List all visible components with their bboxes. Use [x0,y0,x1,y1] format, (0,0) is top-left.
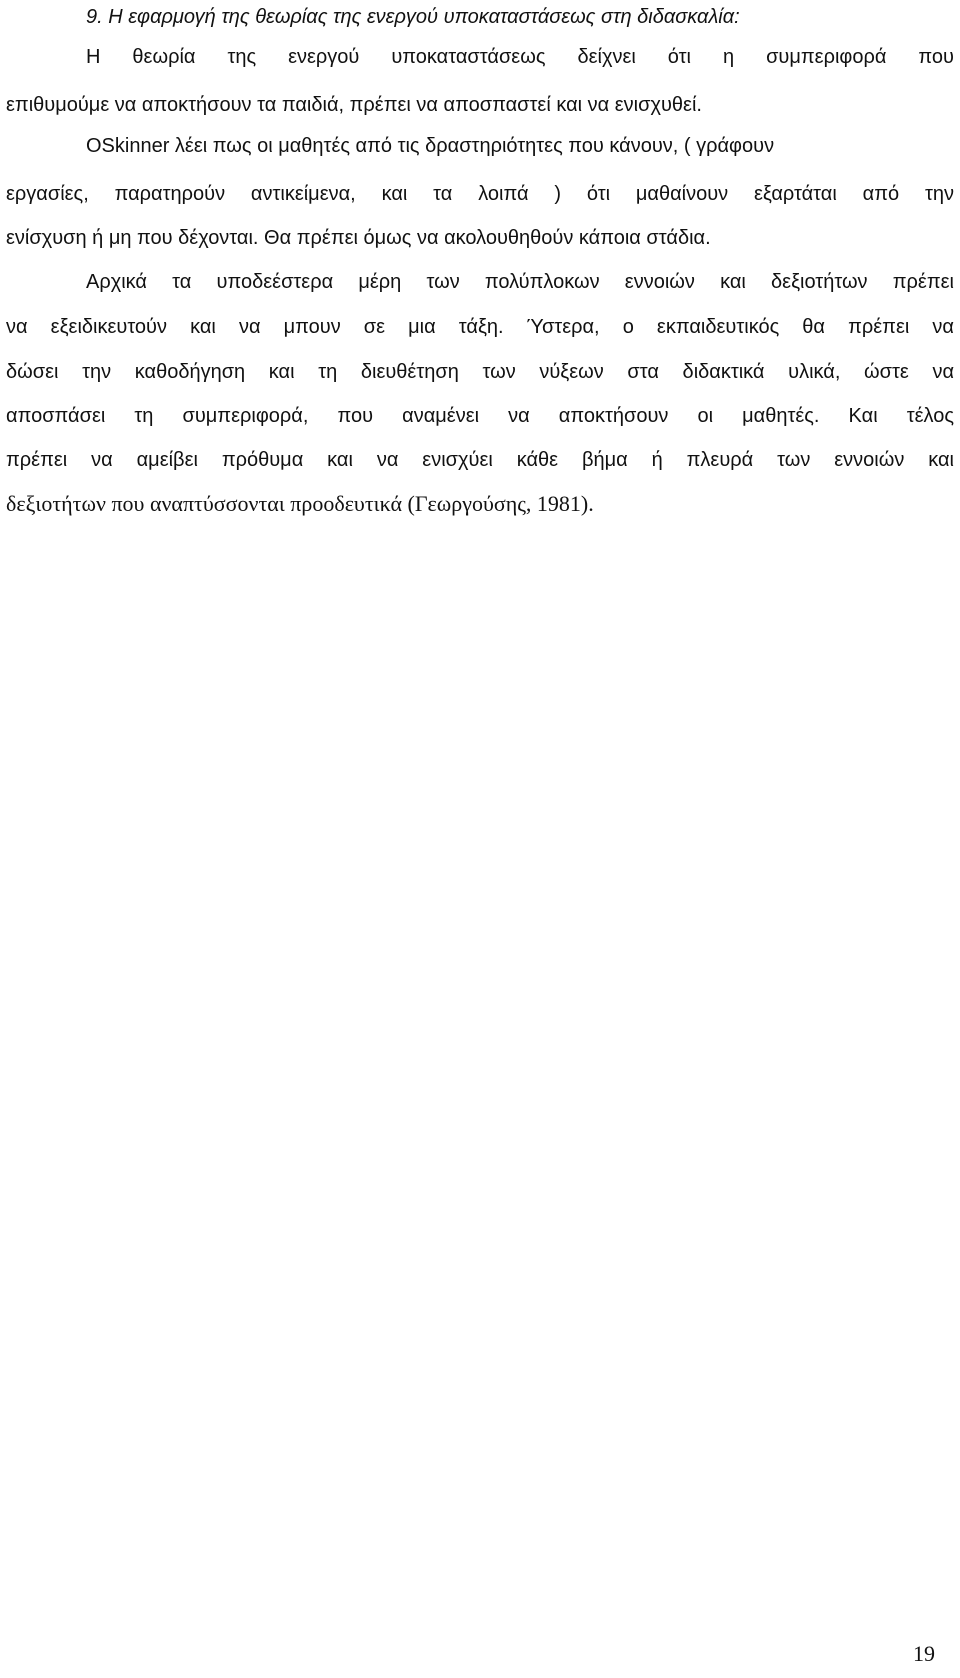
paragraph-line-4: εργασίες, παρατηρούν αντικείμενα, και τα λοιπά ) ότι μαθαίνουν εξαρτάται από την [6,183,954,205]
page-number: 19 [913,1641,935,1666]
paragraph-line-8: δώσει την καθοδήγηση και τη διευθέτηση των νύξεων στα διδακτικά υλικά, ώστε να [6,361,954,383]
section-title: Η εφαρμογή της θεωρίας της ενεργού υποκαταστάσεως στη διδασκαλία: [108,6,740,28]
section-heading [86,5,960,29]
paragraph-line-6: Αρχικά τα υποδεέστερα μέρη των πολύπλοκων εννοιών και δεξιοτήτων πρέπει [86,271,954,293]
paragraph-line-7: να εξειδικευτούν και να μπουν σε μια τάξη. Ύστερα, ο εκπαιδευτικός θα πρέπει να [6,316,954,338]
paragraph-line-1: Η θεωρία της ενεργού υποκαταστάσεως δείχνει ότι η συμπεριφορά που [86,46,954,68]
paragraph-line-11: δεξιοτήτων που αναπτύσσονται προοδευτικά (Γεωργούσης, 1981). [6,491,594,516]
section-number: 9. [86,6,103,28]
paragraph-line-10: πρέπει να αμείβει πρόθυμα και να ενισχύει κάθε βήμα ή πλευρά των εννοιών και [6,449,954,471]
paragraph-line-2: επιθυμούμε να αποκτήσουν τα παιδιά, πρέπει να αποσπαστεί και να ενισχυθεί. [6,94,702,116]
paragraph-line-3: OSkinner λέει πως οι μαθητές από τις δραστηριότητες που κάνουν, ( γράφουν [86,135,775,157]
paragraph-line-9: αποσπάσει τη συμπεριφορά, που αναμένει να αποκτήσουν οι μαθητές. Και τέλος [6,405,954,427]
paragraph-line-5: ενίσχυση ή μη που δέχονται. Θα πρέπει όμως να ακολουθηθούν κάποια στάδια. [6,227,711,249]
